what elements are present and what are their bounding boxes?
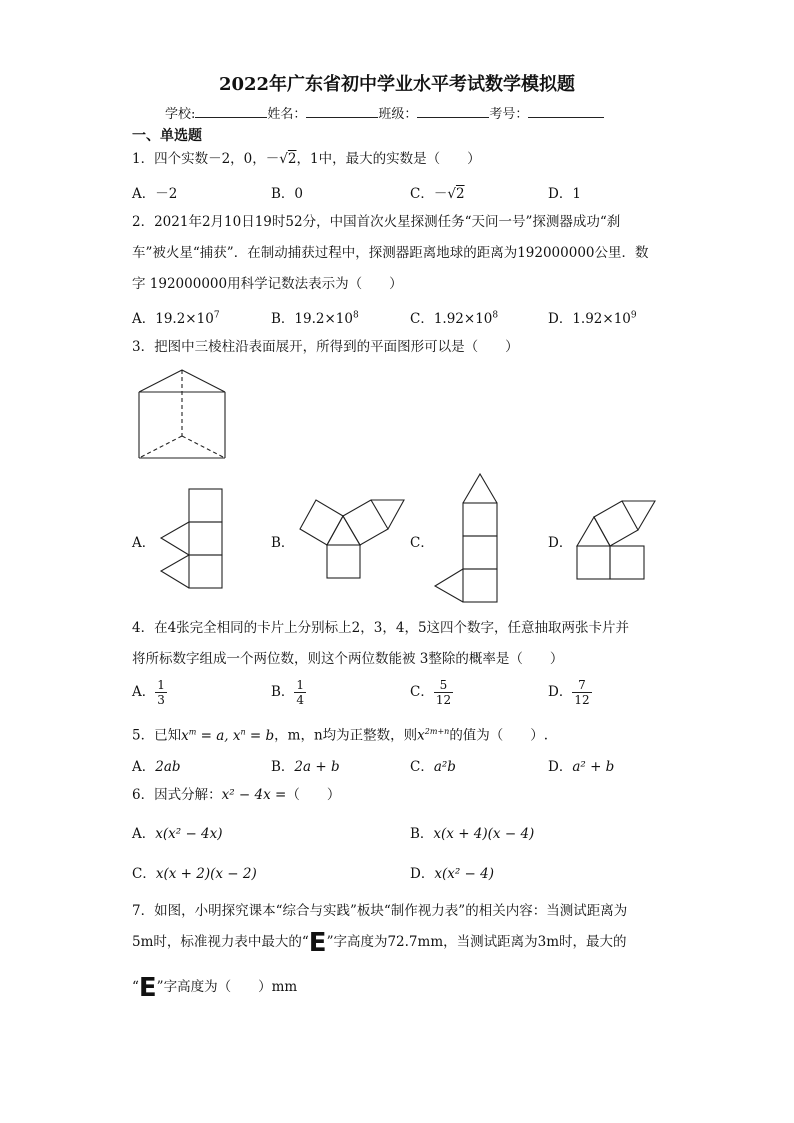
q1-text-b: ，1中，最大的实数是（ ） [296,151,481,167]
q6-text-end: =（ ） [270,787,341,803]
question-4-line-2: 将所标数字组成一个两位数，则这个两位数能被 3整除的概率是（ ） [132,651,564,667]
q6-option-b[interactable] [410,822,534,842]
q4-option-b[interactable] [271,678,306,707]
q6-option-b-label: B． [410,826,434,842]
q6-option-a[interactable] [132,822,223,842]
q5-text-b: ，m，n均为正整数，则 [274,727,418,744]
q7-line2-text-a: 5m时，标准视力表中最大的“ [132,934,309,950]
q4-option-c-label: C． [410,684,434,700]
question-6-stem [132,786,340,804]
letter-e-symbol: E [308,928,327,958]
section-heading: 一、单选题 [132,128,202,144]
q2-option-a-exp: 7 [213,310,220,321]
q7-line2-text-b: ”字高度为72.7mm，当测试距离为3m时，最大的 [326,934,627,950]
question-3-stem: 3．把图中三棱柱沿表面展开，所得到的平面图形可以是（ ） [132,339,519,355]
q2-option-c-exp: 8 [492,310,499,321]
q5-option-b[interactable] [271,755,340,775]
numerator: 1 [157,678,165,692]
denominator: 3 [157,693,165,707]
q7-line3-quote: “ [132,979,139,995]
numerator: 5 [434,678,453,693]
q2-option-b-text: B．19.2×10 [271,311,353,327]
q1-option-c-prefix: C．－ [410,186,448,202]
q5-cond-mid: = a, x [196,727,241,744]
question-4-line-1: 4．在4张完全相同的卡片上分别标上2，3，4，5这四个数字，任意抽取两张卡片并 [132,620,630,636]
q4-option-c[interactable] [410,678,453,707]
triangular-prism-figure [139,370,225,458]
question-2-line-2: 车”被火星“捕获”．在制动捕获过程中，探测器距离地球的距离为192000000公里．数 [132,245,649,261]
q5-option-d-value: a² + b [572,759,615,775]
q5-option-c-value: a²b [433,759,456,775]
denominator: 12 [574,693,590,707]
sqrt-symbol: √ [279,151,288,167]
fraction [294,678,306,707]
question-7-line-3 [132,973,298,1003]
q7-line3-text: ”字高度为（ ）mm [156,979,298,995]
q5-option-d-label: D． [548,759,573,775]
q5-cond-n: n [240,727,246,736]
q4-option-a-label: A． [132,684,156,700]
letter-e-symbol: E [138,973,157,1003]
q5-option-a-label: A． [132,759,156,775]
question-2-line-1: 2．2021年2月10日19时52分，中国首次火星探测任务“天问一号”探测器成功“刹 [132,214,621,230]
q2-option-b-exp: 8 [352,310,359,321]
q5-option-a[interactable] [132,755,181,775]
q5-condition [181,728,274,744]
q5-text-a: 5．已知 [132,727,182,744]
q1-option-b[interactable]: B．0 [271,186,304,202]
fraction [434,678,453,707]
net-option-d [577,501,655,579]
q4-option-b-label: B． [271,684,295,700]
q2-option-d-exp: 9 [630,310,637,321]
numerator: 7 [572,678,591,693]
number-label: 考号： [489,107,529,122]
page-title: 2022年广东省初中学业水平考试数学模拟题 [218,74,576,95]
denominator: 12 [435,693,452,707]
question-7-line-1: 7．如图，小明探究课本“综合与实践”板块“制作视力表”的相关内容：当测试距离为 [132,903,628,919]
q2-option-c-text: C．1.92×10 [410,311,493,327]
q3-option-d[interactable]: D． [548,535,573,551]
q6-option-a-value: x(x² − 4x) [155,826,223,842]
q6-option-d-value: x(x² − 4) [434,866,494,882]
q3-option-b[interactable]: B． [271,535,295,551]
question-2-line-3: 字 192000000用科学记数法表示为（ ） [132,276,403,292]
name-label: 姓名： [267,107,307,122]
q5-expr: x [417,727,425,744]
fraction [572,678,591,707]
net-option-c [435,474,497,602]
q6-expr: x² − 4x [221,787,271,803]
sqrt-symbol: √ [447,186,456,202]
q1-option-a[interactable]: A．－2 [132,186,178,202]
q5-option-c-label: C． [410,759,434,775]
q6-option-c-label: C． [132,866,156,882]
numerator: 1 [296,678,305,692]
q5-option-c[interactable] [410,755,456,775]
q6-option-a-label: A． [132,826,156,842]
q5-text-c: 的值为（ ）. [449,727,549,744]
q6-option-d-label: D． [410,866,435,882]
q1-option-c-num: 2 [455,186,465,202]
denominator: 4 [296,693,305,707]
q4-option-d-label: D． [548,684,573,700]
q2-option-a-text: A．19.2×10 [132,311,214,327]
q1-option-d[interactable]: D．1 [548,186,581,202]
q5-expr-sup: 2m+n [424,727,450,736]
school-label: 学校: [165,107,196,122]
q5-option-b-value: 2a + b [294,759,340,775]
q5-option-d[interactable] [548,755,614,775]
q6-option-b-value: x(x + 4)(x − 4) [433,826,535,842]
q6-option-d[interactable] [410,862,494,882]
q5-cond-base: x [181,727,189,744]
q5-cond-m: m [188,727,197,736]
q5-cond-end: = b [245,727,275,744]
class-label: 班级： [378,107,418,122]
q2-option-d-text: D．1.92×10 [548,311,631,327]
q3-option-c[interactable]: C． [410,535,434,551]
net-option-a [161,489,222,588]
q5-option-b-label: B． [271,759,295,775]
q5-option-a-value: 2ab [155,759,181,775]
q6-option-c-value: x(x + 2)(x − 2) [155,866,257,882]
question-5-stem [132,723,548,745]
net-option-b [300,500,404,578]
q1-sqrt-num: 2 [287,151,297,167]
q6-text: 6．因式分解： [132,787,222,803]
q6-option-c[interactable] [132,862,257,882]
q4-option-a[interactable] [132,678,167,707]
question-7-line-2 [132,928,627,958]
q3-option-a[interactable]: A． [132,535,156,551]
q4-option-d[interactable] [548,678,592,707]
q1-text-a: 1．四个实数－2，0，－ [132,151,280,167]
fraction [155,678,167,707]
